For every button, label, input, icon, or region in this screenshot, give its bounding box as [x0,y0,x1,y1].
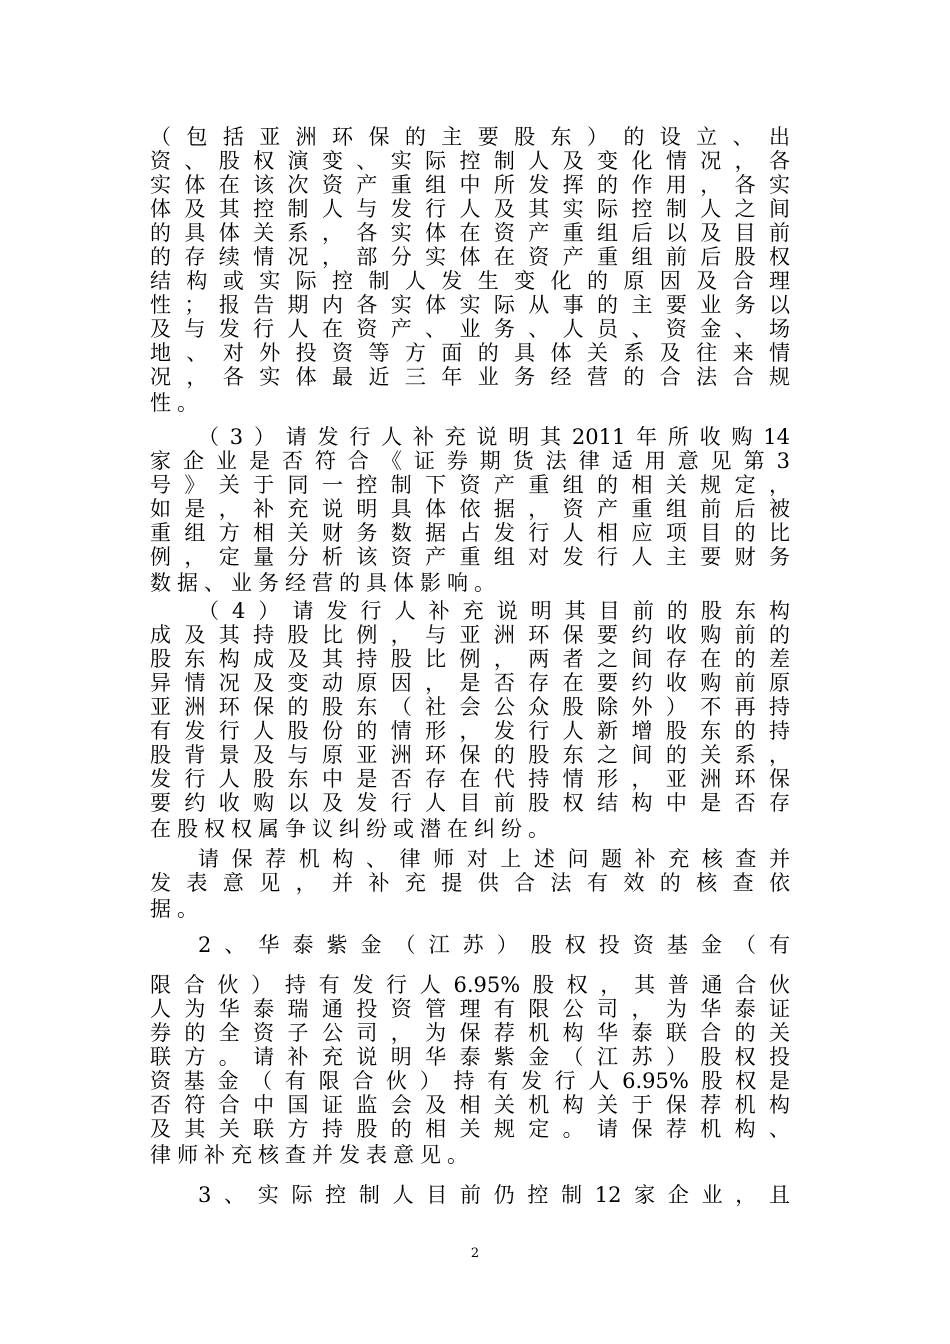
paragraph-line: （包括亚洲环保的主要股东）的设立、出 [150,125,790,149]
paragraph-line: 及其关联方持股的相关规定。请保荐机构、 [150,1117,790,1141]
paragraph-line: 如是，补充说明具体依据，资产重组前后被 [150,497,790,521]
paragraph-line: 成及其持股比例，与亚洲环保要约收购前的 [150,623,790,647]
paragraph-line: 及与发行人在资产、业务、人员、资金、场 [150,317,790,341]
paragraph-line: 发表意见，并补充提供合法有效的核查依 [150,871,790,895]
paragraph-line: 资基金（有限合伙）持有发行人6.95%股权是 [150,1069,790,1093]
paragraph-line: 的存续情况，部分实体在资产重组前后股权 [150,245,790,269]
paragraph-line: 亚洲环保的股东（社会公众股除外）不再持 [150,695,790,719]
paragraph-line: 3、实际控制人目前仍控制12家企业，且 [198,1183,790,1207]
page-number: 2 [470,1246,480,1261]
paragraph-line: 结构或实际控制人发生变化的原因及合理 [150,269,790,293]
paragraph-line: 股背景及与原亚洲环保的股东之间的关系， [150,743,790,767]
paragraph-line: （3）请发行人补充说明其2011年所收购14 [198,425,790,449]
paragraph-line: 股东构成及其持股比例，两者之间存在的差 [150,647,790,671]
paragraph-line: 号》关于同一控制下资产重组的相关规定， [150,473,790,497]
paragraph-line: 2、华泰紫金（江苏）股权投资基金（有 [198,933,790,957]
paragraph-line: 人为华泰瑞通投资管理有限公司，为华泰证 [150,997,790,1021]
paragraph-line: 请保荐机构、律师对上述问题补充核查并 [198,847,790,871]
paragraph-line: （4）请发行人补充说明其目前的股东构 [198,599,790,623]
paragraph-line: 在股权权属争议纠纷或潜在纠纷。 [150,817,555,841]
paragraph-line: 家企业是否符合《证券期货法律适用意见第3 [150,449,790,473]
paragraph-line: 有发行人股份的情形，发行人新增股东的持 [150,719,790,743]
paragraph-line: 例，定量分析该资产重组对发行人主要财务 [150,545,790,569]
paragraph-line: 况，各实体最近三年业务经营的合法合规 [150,365,790,389]
paragraph-line: 性。 [150,391,204,415]
paragraph-line: 发行人股东中是否存在代持情形，亚洲环保 [150,767,790,791]
paragraph-line: 据。 [150,897,204,921]
paragraph-line: 联方。请补充说明华泰紫金（江苏）股权投 [150,1045,790,1069]
paragraph-line: 性；报告期内各实体实际从事的主要业务以 [150,293,790,317]
paragraph-line: 重组方相关财务数据占发行人相应项目的比 [150,521,790,545]
paragraph-line: 实体在该次资产重组中所发挥的作用，各实 [150,173,790,197]
paragraph-line: 券的全资子公司，为保荐机构华泰联合的关 [150,1021,790,1045]
paragraph-line: 数据、业务经营的具体影响。 [150,571,501,595]
paragraph-line: 否符合中国证监会及相关机构关于保荐机构 [150,1093,790,1117]
paragraph-line: 的具体关系，各实体在资产重组后以及目前 [150,221,790,245]
paragraph-line: 资、股权演变、实际控制人及变化情况，各 [150,149,790,173]
paragraph-line: 要约收购以及发行人目前股权结构中是否存 [150,791,790,815]
paragraph-line: 律师补充核查并发表意见。 [150,1143,474,1167]
paragraph-line: 地、对外投资等方面的具体关系及往来情 [150,341,790,365]
paragraph-line: 体及其控制人与发行人及其实际控制人之间 [150,197,790,221]
paragraph-line: 限合伙）持有发行人6.95%股权，其普通合伙 [150,973,790,997]
paragraph-line: 异情况及变动原因，是否存在要约收购前原 [150,671,790,695]
